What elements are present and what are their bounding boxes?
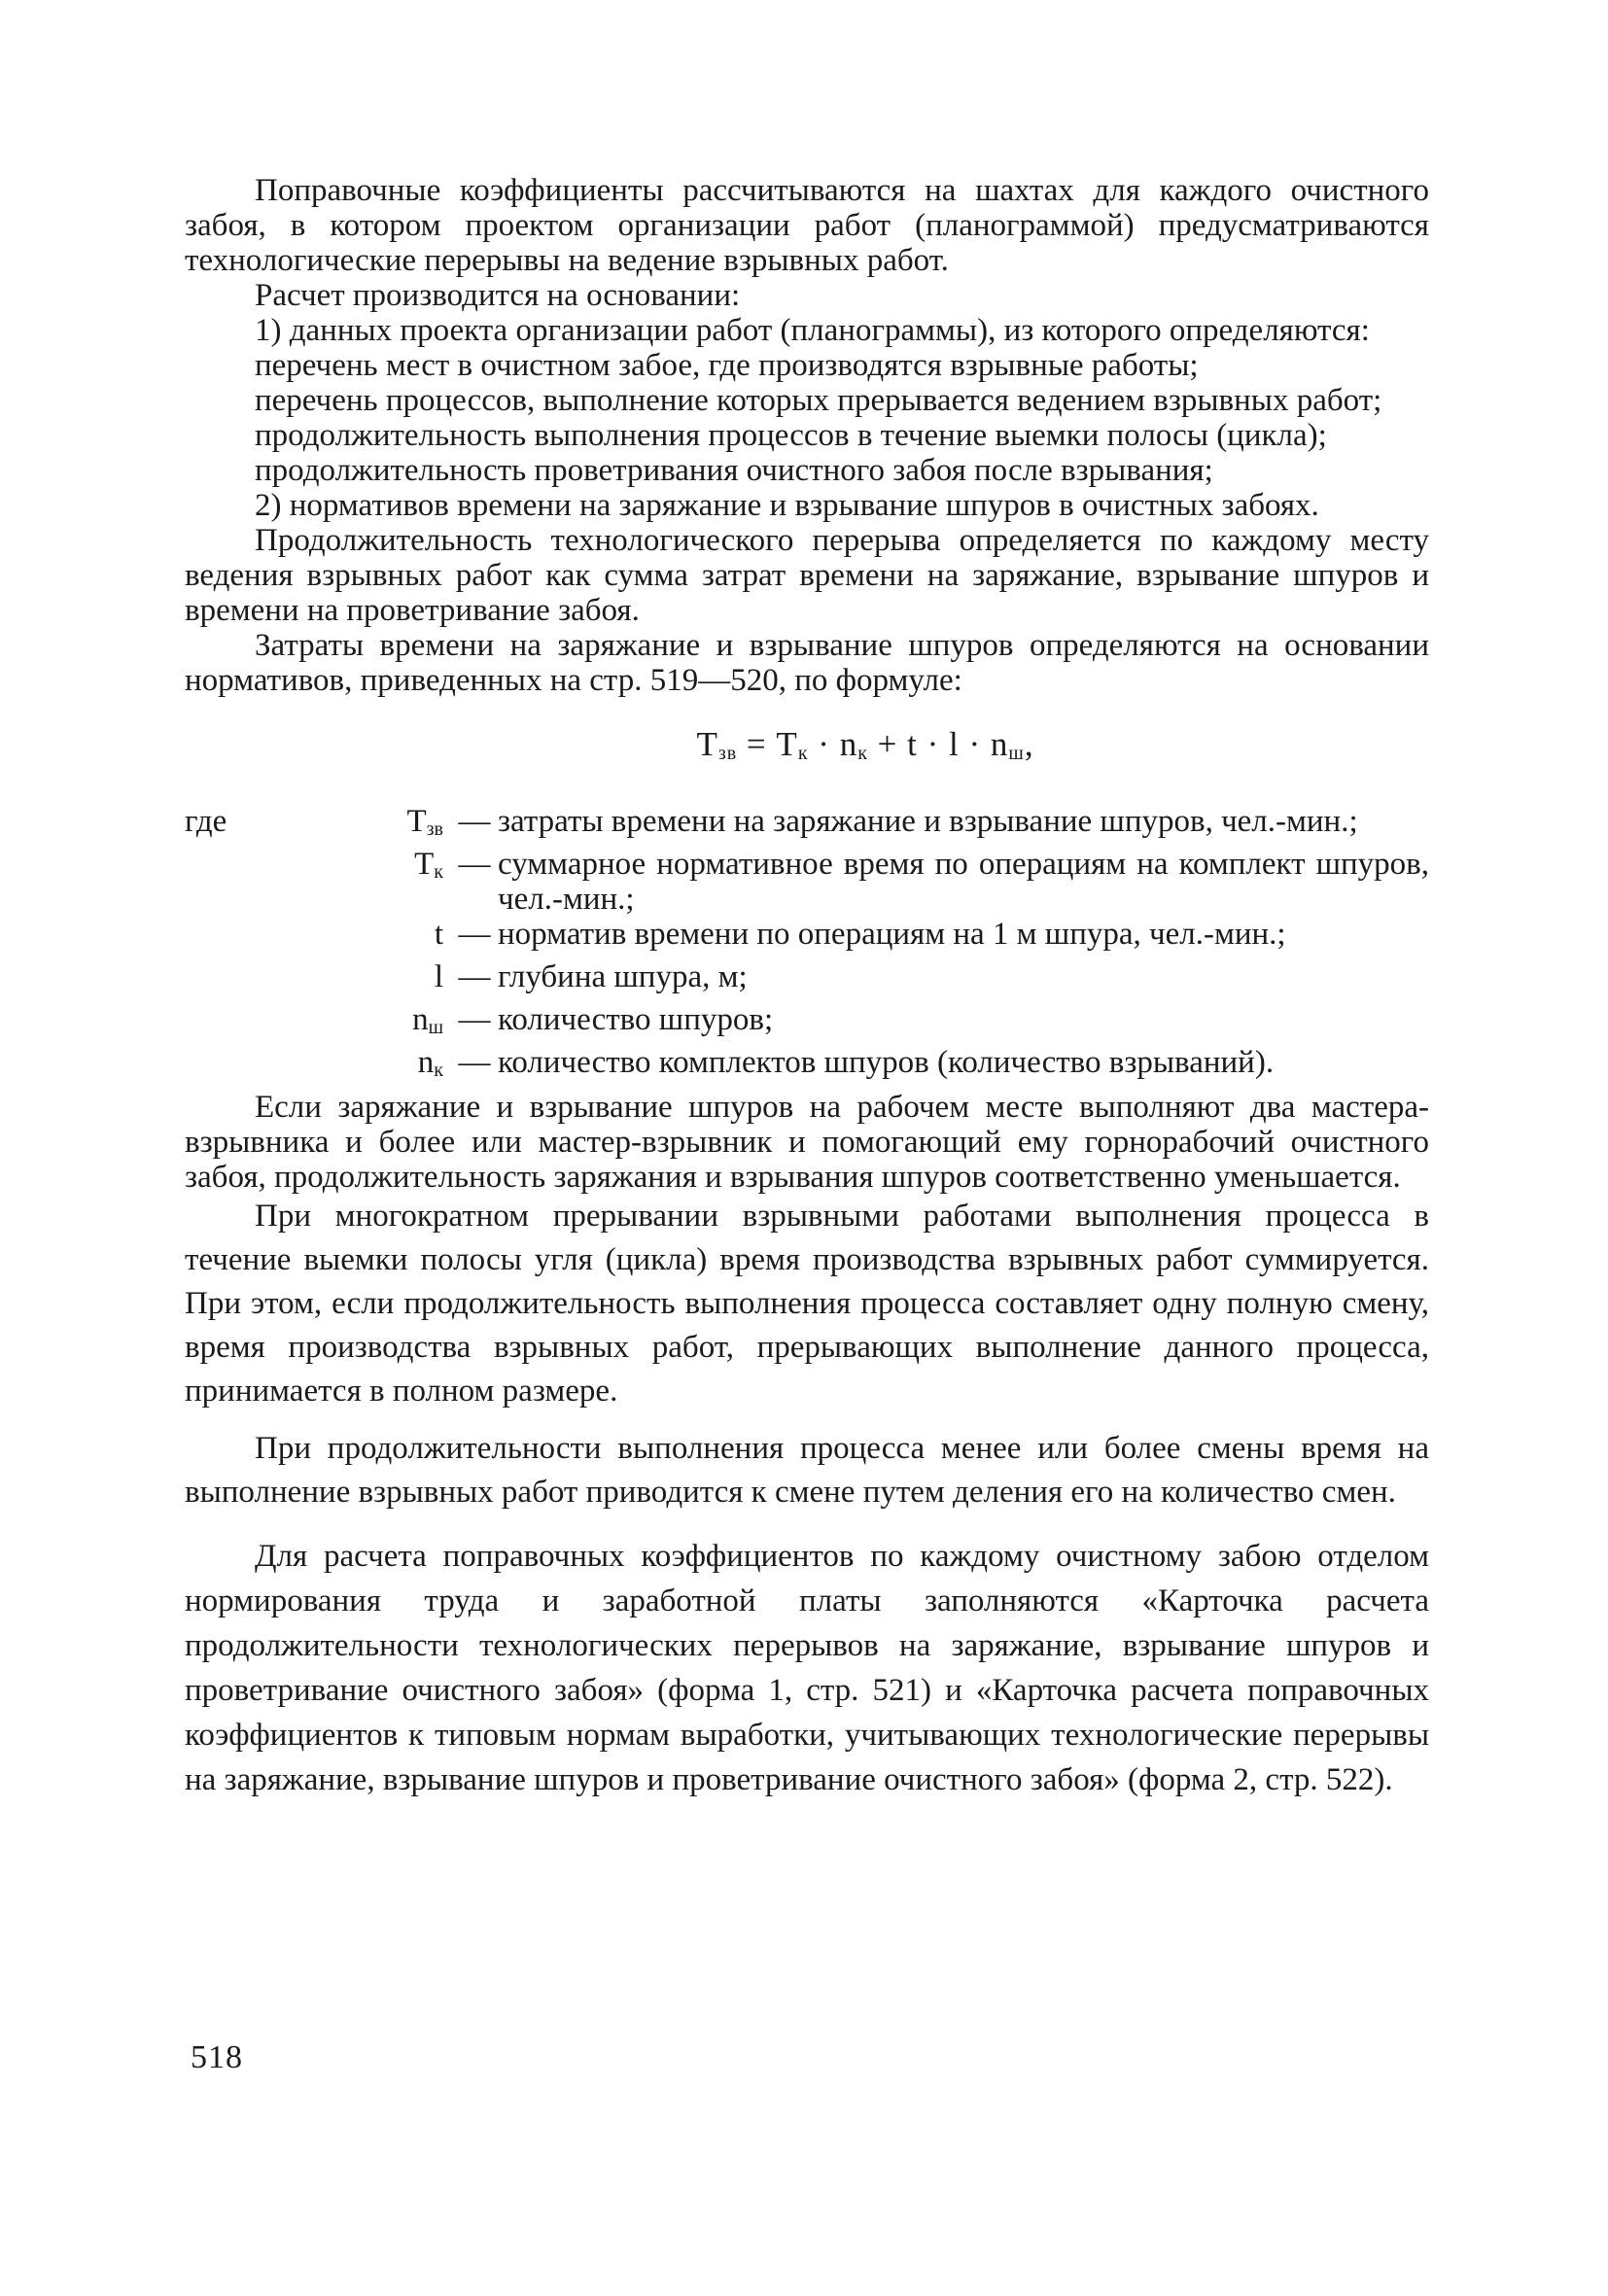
variable-row	[185, 847, 1429, 917]
formula-t: T	[696, 725, 718, 763]
variable-symbol: l	[434, 959, 443, 994]
variable-symbol: $n_к$	[417, 1045, 443, 1081]
paragraph-time-costs: Затраты времени на заряжание и взрывание шпуров определяются на основании нормативов, приведенных на стр. 519—520, по формуле:	[185, 628, 1429, 698]
formula-n: n	[839, 725, 858, 763]
formula-end: ,	[1024, 725, 1034, 763]
formula-n2: n	[990, 725, 1009, 763]
variables-table	[185, 804, 1429, 1088]
paragraph-basis: Расчет производится на основании:	[255, 278, 741, 313]
variable-symbol: t	[434, 917, 443, 952]
formula	[185, 727, 1429, 771]
paragraph-cards: Для расчета поправочных коэффициентов по каждому очистному забою отделом нормирования труда и заработной платы заполняются «Карточка расчета продолжительности технологических перерывов на заряжание, взрывание шпуров и проветривание очистного забоя» (форма 1, стр. 521) и «Карточка расчета поправочных коэффициентов к типовым нормам выработки, учитывающих технологические перерывы на заряжание, взрывание шпуров и проветривание очистного забоя» (форма 2, стр. 522).	[185, 1539, 1429, 1797]
formula-sub-sh: ш	[1008, 743, 1025, 764]
variable-definition: норматив времени по операциям на 1 м шпура, чел.-мин.;	[498, 917, 1286, 952]
variable-row	[185, 1045, 1429, 1088]
variable-dash: —	[458, 917, 491, 952]
paragraph-intro: Поправочные коэффициенты рассчитываются на шахтах для каждого очистного забоя, в котором проектом организации работ (планограммой) предусматриваются технологические перерывы на ведение взрывных работ.	[185, 173, 1429, 278]
formula-sub-k: к	[797, 743, 809, 764]
variable-dash: —	[458, 804, 491, 839]
variable-row	[185, 1002, 1429, 1045]
variable-dash: —	[458, 1002, 491, 1037]
variable-dash: —	[458, 1045, 491, 1080]
variable-definition: количество комплектов шпуров (количество взрываний).	[498, 1045, 1275, 1080]
paragraph-list-places: перечень мест в очистном забое, где производятся взрывные работы;	[255, 348, 1199, 383]
paragraph-list-processes: перечень процессов, выполнение которых прерывается ведением взрывных работ;	[255, 383, 1382, 418]
variable-symbol: $n_ш$	[412, 1002, 443, 1038]
paragraph-basis-item-2: 2) нормативов времени на заряжание и взрывание шпуров в очистных забоях.	[255, 488, 1319, 523]
variable-row	[185, 959, 1429, 1002]
paragraph-basis-item-1: 1) данных проекта организации работ (планограммы), из которого определяются:	[255, 313, 1370, 348]
formula-dot: ·	[808, 725, 840, 763]
variable-symbol: $T_к$	[414, 847, 443, 883]
variable-definition: суммарное нормативное время по операциям на комплект шпуров, чел.-мин.;	[498, 847, 1429, 917]
formula-sub-k2: к	[857, 743, 868, 764]
paragraph-shift-conversion: При продолжительности выполнения процесса менее или более смены время на выполнение взрывных работ приводится к смене путем деления его на количество смен.	[185, 1431, 1429, 1510]
variable-symbol: $T_{зв}$	[406, 804, 443, 840]
page-body	[185, 173, 1429, 1802]
formula-sub-zv: зв	[717, 743, 738, 764]
page-number: 518	[191, 2039, 243, 2075]
paragraph-multiple-interruptions: При многократном прерывании взрывными работами выполнения процесса в течение выемки полосы угля (цикла) время производства взрывных работ суммируется. При этом, если продолжительность выполнения процесса составляет одну полную смену, время производства взрывных работ, прерывающих выполнение данного процесса, принимается в полном размере.	[185, 1199, 1429, 1409]
variable-definition: глубина шпура, м;	[498, 959, 748, 994]
formula-tk: T	[776, 725, 798, 763]
variable-dash: —	[458, 847, 491, 882]
paragraph-list-ventilation: продолжительность проветривания очистного забоя после взрывания;	[255, 453, 1213, 488]
paragraph-two-blasters: Если заряжание и взрывание шпуров на рабочем месте выполняют два мастера-взрывника и более или мастер-взрывник и помогающий ему горнорабочий очистного забоя, продолжительность заряжания и взрывания шпуров соответственно уменьшается.	[185, 1090, 1429, 1195]
variable-definition: количество шпуров;	[498, 1002, 774, 1037]
paragraph-list-duration: продолжительность выполнения процессов в течение выемки полосы (цикла);	[255, 418, 1327, 453]
paragraph-break-duration: Продолжительность технологического перерыва определяется по каждому месту ведения взрывных работ как сумма затрат времени на заряжание, взрывание шпуров и времени на проветривание забоя.	[185, 523, 1429, 628]
where-label: где	[185, 804, 227, 839]
formula-eq: =	[737, 725, 777, 763]
formula-plus: + t · l ·	[867, 725, 991, 763]
variable-row	[185, 804, 1429, 847]
variable-row	[185, 917, 1429, 959]
variable-definition: затраты времени на заряжание и взрывание шпуров, чел.-мин.;	[498, 804, 1358, 839]
variable-dash: —	[458, 959, 491, 994]
